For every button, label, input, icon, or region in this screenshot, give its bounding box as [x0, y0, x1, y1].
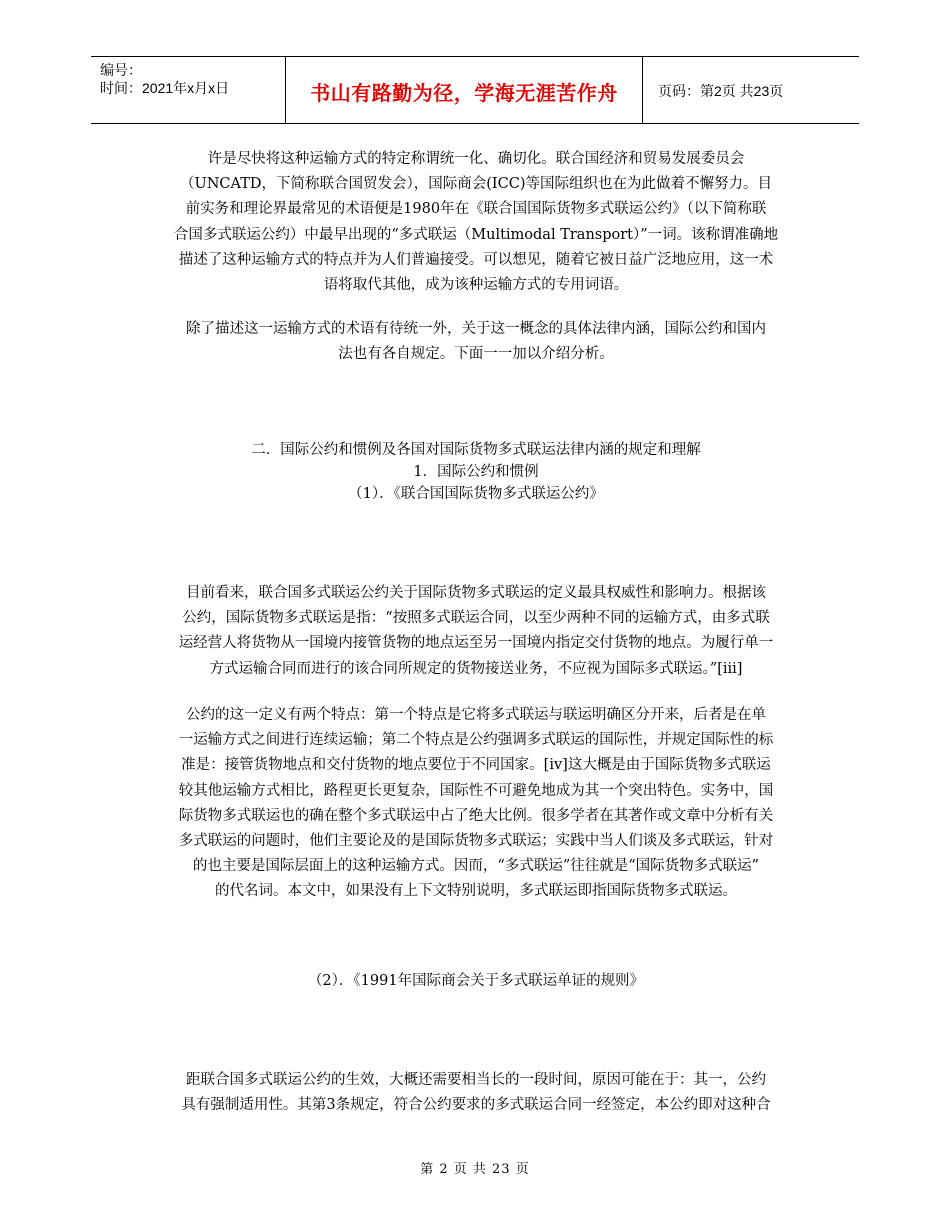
p1-line: 描述了这种运输方式的特点并为人们普遍接受。可以想见，随着它被日益广泛地应用，这一术 — [178, 251, 774, 268]
p4-line: 准是：接管货物地点和交付货物的地点要位于不同国家。[iv]这大概是由于国际货物多式联运 — [181, 757, 771, 774]
p4-line: 的也主要是国际层面上的这种运输方式。因而，“多式联运”往往就是“国际货物多式联运” — [192, 858, 760, 875]
p4-line: 一运输方式之间进行连续运输；第二个特点是公约强调多式联运的国际性，并规定国际性的标 — [178, 732, 774, 749]
p1-line: （UNCATD，下简称联合国贸发会），国际商会(ICC)等国际组织也在为此做着不懈努力。目 — [180, 176, 772, 193]
p4-line: 较其他运输方式相比，路程更长更复杂，国际性不可避免地成为其一个突出特色。实务中，国 — [178, 782, 774, 799]
p3-line: 方式运输合同而进行的该合同所规定的货物接送业务，不应视为国际多式联运。”[iii] — [209, 660, 743, 677]
p1-line: 许是尽快将这种运输方式的特定称谓统一化、确切化。联合国经济和贸易发展委员会 — [207, 151, 745, 167]
header-page-cell — [642, 57, 859, 123]
section-title: 二．国际公约和惯例及各国对国际货物多式联运法律内涵的规定和理解 — [251, 442, 701, 458]
paragraph-4 — [142, 703, 810, 905]
page-header — [91, 56, 859, 124]
p3-line: 公约，国际货物多式联运是指：“按照多式联运合同，以至少两种不同的运输方式，由多式联 — [182, 610, 770, 627]
p5-line: 距联合国多式联运公约的生效，大概还需要相当长的一段时间，原因可能在于：其一，公约 — [186, 1072, 766, 1088]
p3-line: 目前看来，联合国多式联运公约关于国际货物多式联运的定义最具权威性和影响力。根据该 — [186, 585, 766, 601]
item2-title: （2）．《1991年国际商会关于多式联运单证的规则》 — [307, 973, 645, 989]
p4-line: 多式联运的问题时，他们主要论及的是国际货物多式联运；实践中当人们谈及多式联运，针对 — [178, 833, 774, 850]
code-label: 编号： — [100, 62, 142, 78]
date-line: 时间：2021年x月x日 — [100, 80, 230, 96]
subsection-title: 1．国际公约和惯例 — [413, 464, 539, 480]
p4-line: 际货物多式联运也的确在整个多式联运中占了绝大比例。很多学者在其著作或文章中分析有关 — [178, 807, 774, 824]
motto: 书山有路勤为径，学海无涯苦作舟 — [310, 81, 618, 105]
p1-line: 合国多式联运公约）中最早出现的“多式联运（Multimodal Transport）”一词。该称谓准确地 — [173, 226, 779, 243]
page-info: 页码：第2页 共23页 — [658, 83, 784, 99]
p5-line: 具有强制适用性。其第3条规定，符合公约要求的多式联运合同一经签定，本公约即对这种合 — [181, 1097, 771, 1114]
item1-title: （1）．《联合国国际货物多式联运公约》 — [348, 486, 604, 502]
p4-line: 公约的这一定义有两个特点：第一个特点是它将多式联运与联运明确区分开来，后者是在单 — [186, 707, 766, 723]
paragraph-1 — [142, 147, 810, 298]
p3-line: 运经营人将货物从一国境内接管货物的地点运至另一国境内指定交付货物的地点。为履行单一 — [178, 635, 774, 652]
p4-line: 的代名词。本文中，如果没有上下文特别说明，多式联运即指国际货物多式联运。 — [215, 883, 737, 900]
paragraph-5 — [142, 1068, 810, 1118]
section-headings — [142, 439, 810, 505]
paragraph-3 — [142, 581, 810, 682]
item2-heading — [142, 970, 810, 992]
page-footer: 第 2 页 共 23 页 — [420, 1162, 530, 1177]
paragraph-2 — [142, 317, 810, 367]
header-motto-cell — [285, 57, 643, 123]
p2-line: 法也有各自规定。下面一一加以介绍分析。 — [338, 346, 614, 363]
header-meta — [91, 57, 285, 123]
p2-line: 除了描述这一运输方式的术语有待统一外，关于这一概念的具体法律内涵，国际公约和国内 — [186, 321, 766, 337]
p1-line: 语将取代其他，成为该种运输方式的专用词语。 — [323, 277, 629, 294]
p1-line: 前实务和理论界最常见的术语便是1980年在《联合国国际货物多式联运公约》（以下简称联 — [185, 201, 767, 218]
